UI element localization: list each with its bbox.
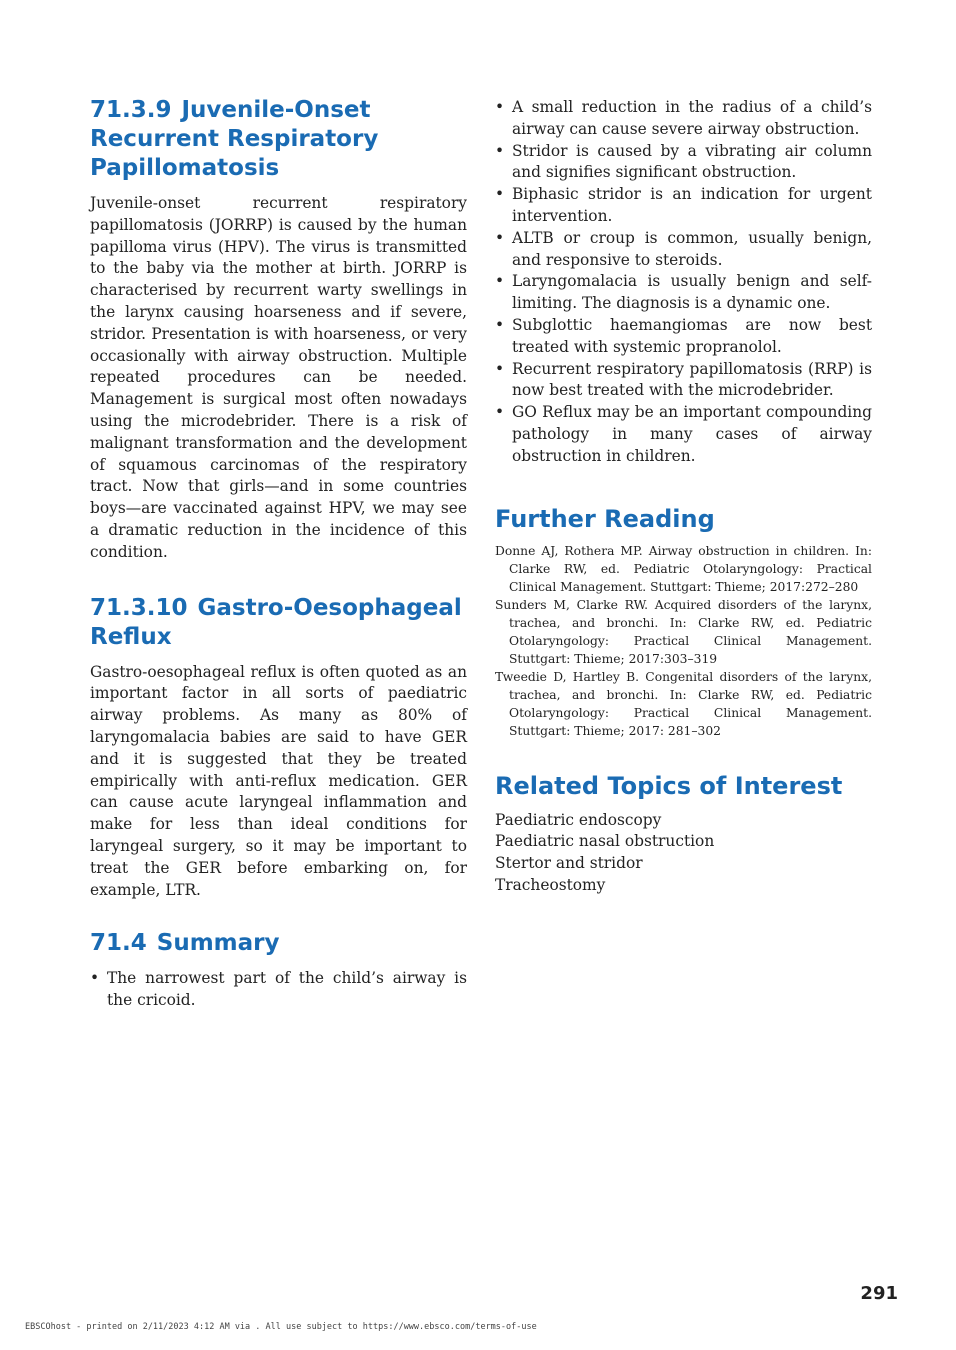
summary-list-left [90,968,467,1012]
right-column [495,97,872,897]
section-heading-summary [90,929,467,958]
related-topic-item: Tracheostomy [495,875,606,894]
section-heading-reflux [90,594,467,652]
section-heading-jorrp [90,96,467,183]
reference-item: Sunders M, Clarke RW. Acquired disorders of the larynx, trachea, and bronchi. In: Clarke RW, ed. Pediatric Otolaryngology: Practical Clinical Management. Stuttgart: Thieme; 2017:303–319 [495,597,872,666]
list-item: • Laryngomalacia is usually benign and self-limiting. The diagnosis is a dynamic one. [495,271,872,315]
section-title: Summary [156,930,280,957]
list-item: • Recurrent respiratory papillomatosis (RRP) is now best treated with the microdebrider. [495,359,872,403]
section-title: Juvenile-Onset Recurrent Respiratory Papillomatosis [90,97,379,181]
list-item: • Stridor is caused by a vibrating air column and signifies significant obstruction. [495,141,872,185]
related-topics-heading: Related Topics of Interest [495,771,843,800]
footer-notice: EBSCOhost - printed on 2/11/2023 4:12 AM via . All use subject to https://www.ebsco.com/terms-of-use [25,1322,537,1332]
section-number: 71.3.10 [90,594,188,621]
list-item: • The narrowest part of the child’s airway is the cricoid. [90,968,467,1012]
section-number: 71.3.9 [90,97,172,123]
list-item: • A small reduction in the radius of a child’s airway can cause severe airway obstruction. [495,97,872,141]
jorrp-paragraph: Juvenile-onset recurrent respiratory papillomatosis (JORRP) is caused by the human papilloma virus (HPV). The virus is transmitted to the baby via the mother at birth. JORRP is characterised by recurrent warty swellings in the larynx causing hoarseness and if severe, stridor. Presentation is with hoarseness, or very occasionally with airway obstruction. Multiple repeated procedures can be needed. Management is surgical most often nowadays using the microdebrider. There is a risk of malignant transformation and the development of squamous carcinomas of the respiratory tract. Now that girls—and in some countries boys—are vaccinated against HPV, we may see a dramatic reduction in the incidence of this condition. [90,194,467,561]
list-item: • GO Reflux may be an important compounding pathology in many cases of airway obstruction in children. [495,402,872,467]
list-item: • ALTB or croup is common, usually benign, and responsive to steroids. [495,228,872,272]
section-title: Gastro-Oesophageal Reflux [90,594,462,650]
reference-list [495,542,872,740]
list-item: • Biphasic stridor is an indication for urgent intervention. [495,184,872,228]
related-topic-item: Paediatric endoscopy [495,810,662,829]
related-topics-list [495,810,872,897]
reference-item: Donne AJ, Rothera MP. Airway obstruction in children. In: Clarke RW, ed. Pediatric Otolaryngology: Practical Clinical Management. Stuttgart: Thieme; 2017:272–280 [495,543,872,594]
list-item: • Subglottic haemangiomas are now best treated with systemic propranolol. [495,315,872,359]
further-reading-heading: Further Reading [495,504,715,533]
left-column [90,96,467,1012]
summary-list-right [495,97,872,468]
reference-item: Tweedie D, Hartley B. Congenital disorders of the larynx, trachea, and bronchi. In: Clarke RW, ed. Pediatric Otolaryngology: Practical Clinical Management. Stuttgart: Thieme; 2017: 281–302 [495,669,872,738]
page-number: 291 [860,1283,898,1304]
section-number: 71.4 [90,930,147,957]
reflux-paragraph: Gastro-oesophageal reflux is often quoted as an important factor in all sorts of paediatric airway problems. As many as 80% of laryngomalacia babies are said to have GER and it is suggested that they be treated empirically with anti-reflux medication. GER can cause acute laryngeal inflammation and make for less than ideal conditions for laryngeal surgery, so it may be important to treat the GER before embarking on, for example, LTR. [90,662,467,899]
related-topic-item: Stertor and stridor [495,854,643,873]
related-topic-item: Paediatric nasal obstruction [495,832,715,851]
